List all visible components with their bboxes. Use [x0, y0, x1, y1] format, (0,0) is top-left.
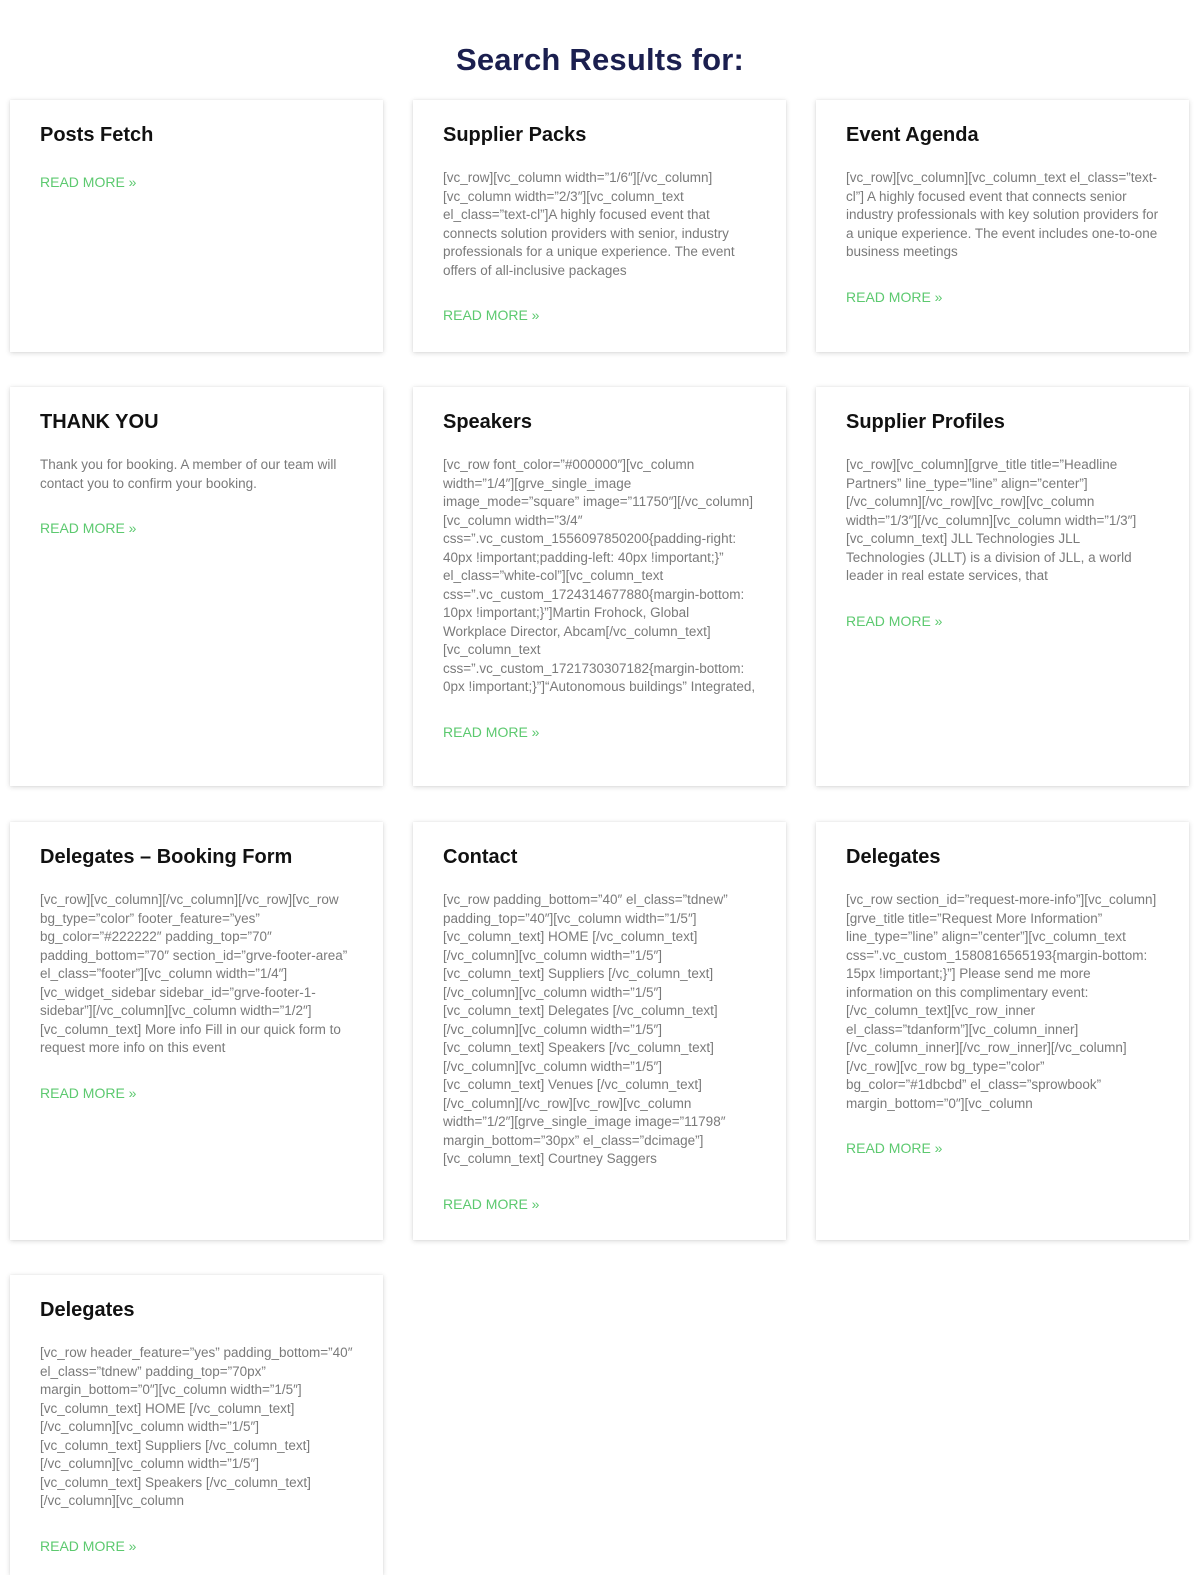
result-excerpt: [vc_row][vc_column width=”1/6″][/vc_column][vc_column width=”2/3″][vc_column_text el_class=”text-cl”]A highly focused event that connects solution providers with senior, industry professionals for a unique experience. The event offers of all-inclusive packages [443, 170, 735, 278]
result-title[interactable]: Speakers [443, 411, 532, 433]
result-title[interactable]: Posts Fetch [40, 124, 154, 146]
result-excerpt: [vc_row font_color=”#000000″][vc_column width=”1/4″][grve_single_image image_mode=”square” image=”11750″][/vc_column][vc_column width=”3/4″ css=”.vc_custom_1556097850200{padding-right: 40px !important;padding-left: 40px !important;}” el_class=”white-col”][vc_column_text css=”.vc_custom_1724314677880{margin-bottom: 10px !important;}”]Martin Frohock, Global Workplace Director, Abcam[/vc_column_text][vc_column_text css=”.vc_custom_1721730307182{margin-bottom: 0px !important;}”]“Autonomous buildings” Integrated, [443, 457, 756, 694]
read-more-link[interactable]: READ MORE » [40, 1537, 137, 1554]
result-excerpt: [vc_row][vc_column][/vc_column][/vc_row][vc_row bg_type=”color” footer_feature=”yes” bg_color=”#222222″ padding_top=”70″ padding_bottom=”70″ section_id=”grve-footer-area” el_class=”footer”][vc_column width=”1/4″][vc_widget_sidebar sidebar_id=”grve-footer-1-sidebar”][/vc_column][vc_column width=”1/2″][vc_column_text] More info Fill in our quick form to request more info on this event [40, 892, 348, 1055]
result-title[interactable]: Supplier Profiles [846, 411, 1005, 433]
result-card-posts-fetch [10, 100, 383, 352]
result-card-event-agenda [816, 100, 1189, 352]
result-title[interactable]: Supplier Packs [443, 124, 587, 146]
read-more-link[interactable]: READ MORE » [40, 1084, 137, 1101]
result-card-contact [413, 822, 786, 1240]
read-more-link[interactable]: READ MORE » [443, 1195, 540, 1212]
result-excerpt: [vc_row][vc_column][grve_title title=”Headline Partners” line_type=”line” align=”center”][/vc_column][/vc_row][vc_row][vc_column width=”1/3″][/vc_column][vc_column width=”1/3″][vc_column_text] JLL Technologies JLL Technologies (JLLT) is a division of JLL, a world leader in real estate services, that [846, 457, 1137, 583]
result-title[interactable]: Delegates – Booking Form [40, 846, 293, 868]
result-title[interactable]: Event Agenda [846, 124, 979, 146]
read-more-link[interactable]: READ MORE » [40, 174, 137, 190]
result-title[interactable]: THANK YOU [40, 411, 159, 433]
result-card-thank-you [10, 387, 383, 786]
result-card-supplier-profiles [816, 387, 1189, 786]
result-card-delegates [816, 822, 1189, 1240]
result-excerpt: [vc_row padding_bottom=”40″ el_class=”tdnew” padding_top=”40″][vc_column width=”1/5″][vc_column_text] HOME [/vc_column_text][/vc_column][vc_column width=”1/5″][vc_column_text] Suppliers [/vc_column_text][/vc_column][vc_column width=”1/5″][vc_column_text] Delegates [/vc_column_text][/vc_column][vc_column width=”1/5″][vc_column_text] Speakers [/vc_column_text][/vc_column][vc_column width=”1/5″][vc_column_text] Venues [/vc_column_text][/vc_column][/vc_row][vc_row][vc_column width=”1/2″][grve_single_image image=”11798″ margin_bottom=”30px” el_class=”dcimage”][vc_column_text] Courtney Saggers [443, 892, 728, 1166]
read-more-link[interactable]: READ MORE » [846, 288, 943, 305]
result-excerpt: [vc_row][vc_column][vc_column_text el_class=”text-cl”] A highly focused event that connects senior industry professionals with key solution providers for a unique experience. The event includes one-to-one business meetings [846, 170, 1159, 259]
result-card-speakers [413, 387, 786, 786]
result-card-delegates-booking-form [10, 822, 383, 1240]
read-more-link[interactable]: READ MORE » [443, 723, 540, 740]
result-card-supplier-packs [413, 100, 786, 352]
page-title: Search Results for: [455, 42, 745, 77]
result-excerpt: [vc_row section_id=”request-more-info”][vc_column][grve_title title=”Request More Information” line_type=”line” align=”center”][vc_column_text css=”.vc_custom_1580816565193{margin-bottom: 15px !important;}”] Please send me more information on this complimentary event: [/vc_column_text][vc_row_inner el_class=”tdanform”][vc_column_inner][/vc_column_inner][/vc_row_inner][/vc_column][/vc_row][vc_row bg_type=”color” bg_color=”#1dbcbd” el_class=”sprowbook” margin_bottom=”0″][vc_column [846, 892, 1157, 1111]
result-excerpt: Thank you for booking. A member of our team will contact you to confirm your booking. [40, 457, 337, 491]
read-more-link[interactable]: READ MORE » [40, 520, 137, 536]
read-more-link[interactable]: READ MORE » [846, 1140, 943, 1156]
result-excerpt: [vc_row header_feature=”yes” padding_bottom=”40″ el_class=”tdnew” padding_top=”70px” margin_bottom=”0″][vc_column width=”1/5″][vc_column_text] HOME [/vc_column_text][/vc_column][vc_column width=”1/5″][vc_column_text] Suppliers [/vc_column_text][/vc_column][vc_column width=”1/5″][vc_column_text] Speakers [/vc_column_text][/vc_column][vc_column [40, 1345, 353, 1508]
result-title[interactable]: Delegates [846, 846, 941, 868]
result-card-delegates-2 [10, 1275, 383, 1575]
read-more-link[interactable]: READ MORE » [443, 307, 540, 323]
result-title[interactable]: Delegates [40, 1299, 135, 1321]
read-more-link[interactable]: READ MORE » [846, 612, 943, 629]
result-title[interactable]: Contact [443, 846, 518, 868]
